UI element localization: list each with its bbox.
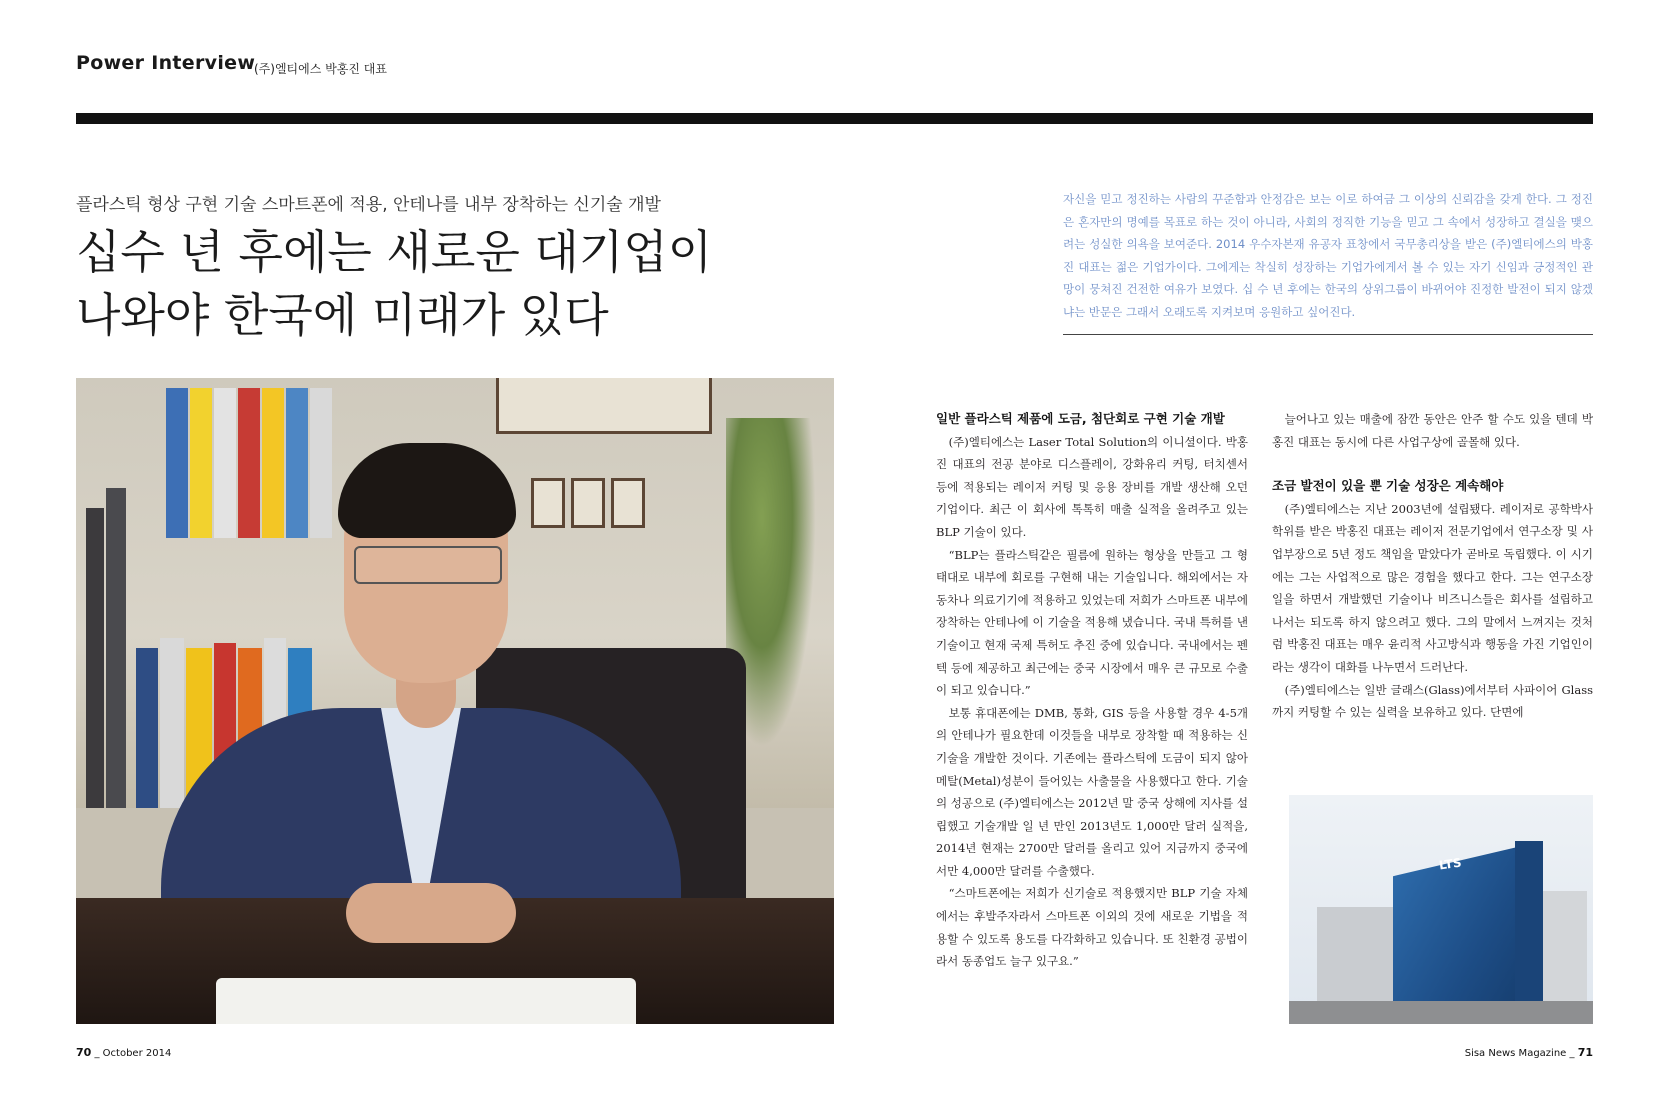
wall-frame — [531, 478, 565, 528]
headline-line-2: 나와야 한국에 미래가 있다 — [76, 288, 609, 342]
top-rule — [76, 113, 1593, 124]
company-building-photo — [1289, 795, 1593, 1024]
footer-left-text: _ October 2014 — [94, 1048, 172, 1059]
paragraph: 보통 휴대폰에는 DMB, 통화, GIS 등을 사용할 경우 4-5개의 안테나가 필요한데 이것들을 내부로 장착할 때 적용하는 신기술을 개발한 것이다. 기존에는 플라스틱에 도금이 되지 않아 메탈(Metal)성분이 들어있는 사출물을 사용했다고 한다. 기술의 성공으로 (주)엘티에스는 2012년 말 중국 상해에 지사를 설립했고 기술개발 일 년 만인 2013년도 1,000만 달러 실적을, 2014년 현재는 2700만 달러를 올리고 있어 지금까지 중국에서만 4,000만 달러를 수출했다. — [936, 705, 1248, 878]
wall-frame — [496, 378, 712, 434]
glasses — [354, 546, 502, 584]
ceo-portrait-photo — [76, 378, 834, 1024]
paragraph: (주)엘티에스는 지난 2003년에 설립됐다. 레이저로 공학박사 학위를 받은 박홍진 대표는 레이저 전문기업에서 연구소장 및 사업부장으로 5년 정도 책임을 맡았다가 곧바로 독립했다. 이 시기에는 그는 사업적으로 많은 경험을 했다고 한다. 그는 연구소장 일을 하면서 개발했던 기술이나 비즈니스들은 회사를 설립하고 나서는 되도록 하지 않으려고 했다. 그의 말에서 느껴지는 것처럼 박홍진 대표는 매우 윤리적 사고방식과 행동을 가진 기업인이라는 생각이 대화를 나누면서 드러난다. — [1272, 501, 1593, 674]
section-subtitle: (주)엘티에스 박홍진 대표 — [254, 62, 387, 76]
section-label: Power Interview — [76, 52, 256, 74]
article-lead: 자신을 믿고 정진하는 사람의 꾸준함과 안정감은 보는 이로 하여금 그 이상의 신뢰감을 갖게 한다. 그 정진은 혼자만의 명예를 목표로 하는 것이 아니라, 사회의 정직한 기능을 믿고 그 속에서 성장하고 결실을 맺으려는 성실한 의욕을 보여준다. 2014 우수자본재 유공자 표창에서 국무총리상을 받은 (주)엘티에스의 박홍진 대표는 젊은 기업가이다. 그에게는 착실히 성장하는 기업가에게서 볼 수 있는 자기 신임과 긍정적인 관망이 뭉쳐진 건전한 여유가 보였다. 십 수 년 후에는 한국의 상위그룹이 바뀌어야 진정한 발전이 되지 않겠냐는 반문은 그래서 오래도록 지켜보며 응원하고 싶어진다. — [1063, 192, 1593, 319]
column-1-heading: 일반 플라스틱 제품에 도금, 첨단회로 구현 기술 개발 — [936, 411, 1225, 426]
wall-frame — [571, 478, 605, 528]
lead-divider — [1063, 334, 1593, 335]
papers-on-desk — [216, 978, 636, 1024]
book — [166, 388, 188, 538]
paragraph: (주)엘티에스는 일반 글래스(Glass)에서부터 사파이어 Glass 까지 커팅할 수 있는 실력을 보유하고 있다. 단면에 — [1272, 682, 1593, 720]
paragraph: (주)엘티에스는 Laser Total Solution의 이니셜이다. 박홍진 대표의 전공 분야로 디스플레이, 강화유리 커팅, 터치센서 등에 적용되는 레이저 커팅 및 응용 장비를 개발 생산해 오던 기업이다. 최근 이 회사에 톡톡히 매출 실적을 올려주고 있는 BLP 기술이 있다. — [936, 434, 1248, 539]
article-column-1 — [936, 408, 1248, 973]
article-headline — [76, 221, 712, 347]
article-kicker: 플라스틱 형상 구현 기술 스마트폰에 적용, 안테나를 내부 장착하는 신기술 개발 — [76, 195, 661, 215]
book — [238, 388, 260, 538]
book — [160, 638, 184, 808]
footer-left — [76, 1046, 171, 1059]
book — [214, 388, 236, 538]
book — [310, 388, 332, 538]
page-number-left: 70 — [76, 1046, 92, 1059]
book — [136, 648, 158, 808]
column-2-heading: 조금 발전이 있을 뿐 기술 성장은 계속해야 — [1272, 478, 1504, 494]
article-column-2 — [1272, 408, 1593, 724]
paragraph: “스마트폰에는 저희가 신기술로 적용했지만 BLP 기술 자체에서는 후발주자라서 스마트폰 이외의 것에 새로운 기법을 적용할 수 있도록 용도를 다각화하고 있습니다. 또 친환경 공법이라서 동종업도 늘구 있구요.” — [936, 886, 1248, 969]
book — [286, 388, 308, 538]
paragraph: “BLP는 플라스틱같은 필름에 원하는 형상을 만들고 그 형태대로 내부에 회로를 구현해 내는 기술입니다. 해외에서는 자동차나 의료기기에 적용하고 있었는데 저희가 스마트폰 내부에 장착하는 안테나에 이 기술을 적용해 냈습니다. 국내 특허를 낸 기술이고 현재 국제 특허도 추진 중에 있습니다. 국내에서는 펜텍 등에 제공하고 최근에는 중국 시장에서 매우 큰 규모로 수출이 되고 있습니다.” — [936, 547, 1248, 698]
wall-frame — [611, 478, 645, 528]
building-sign: LTS — [1438, 855, 1463, 873]
paragraph: 늘어나고 있는 매출에 잠깐 동안은 안주 할 수도 있을 텐데 박홍진 대표는 동시에 다른 사업구상에 골몰해 있다. — [1272, 412, 1593, 449]
footer-right-text: Sisa News Magazine _ — [1464, 1048, 1575, 1059]
book — [190, 388, 212, 538]
page-number-right: 71 — [1577, 1046, 1593, 1059]
footer-right — [1465, 1046, 1593, 1059]
book — [262, 388, 284, 538]
book — [106, 488, 126, 808]
headline-line-1: 십수 년 후에는 새로운 대기업이 — [76, 225, 713, 279]
road — [1289, 1001, 1593, 1024]
glass-building-side — [1515, 841, 1543, 1001]
building-annex-right — [1543, 891, 1587, 1001]
book — [86, 508, 104, 808]
folded-hands — [346, 883, 516, 943]
